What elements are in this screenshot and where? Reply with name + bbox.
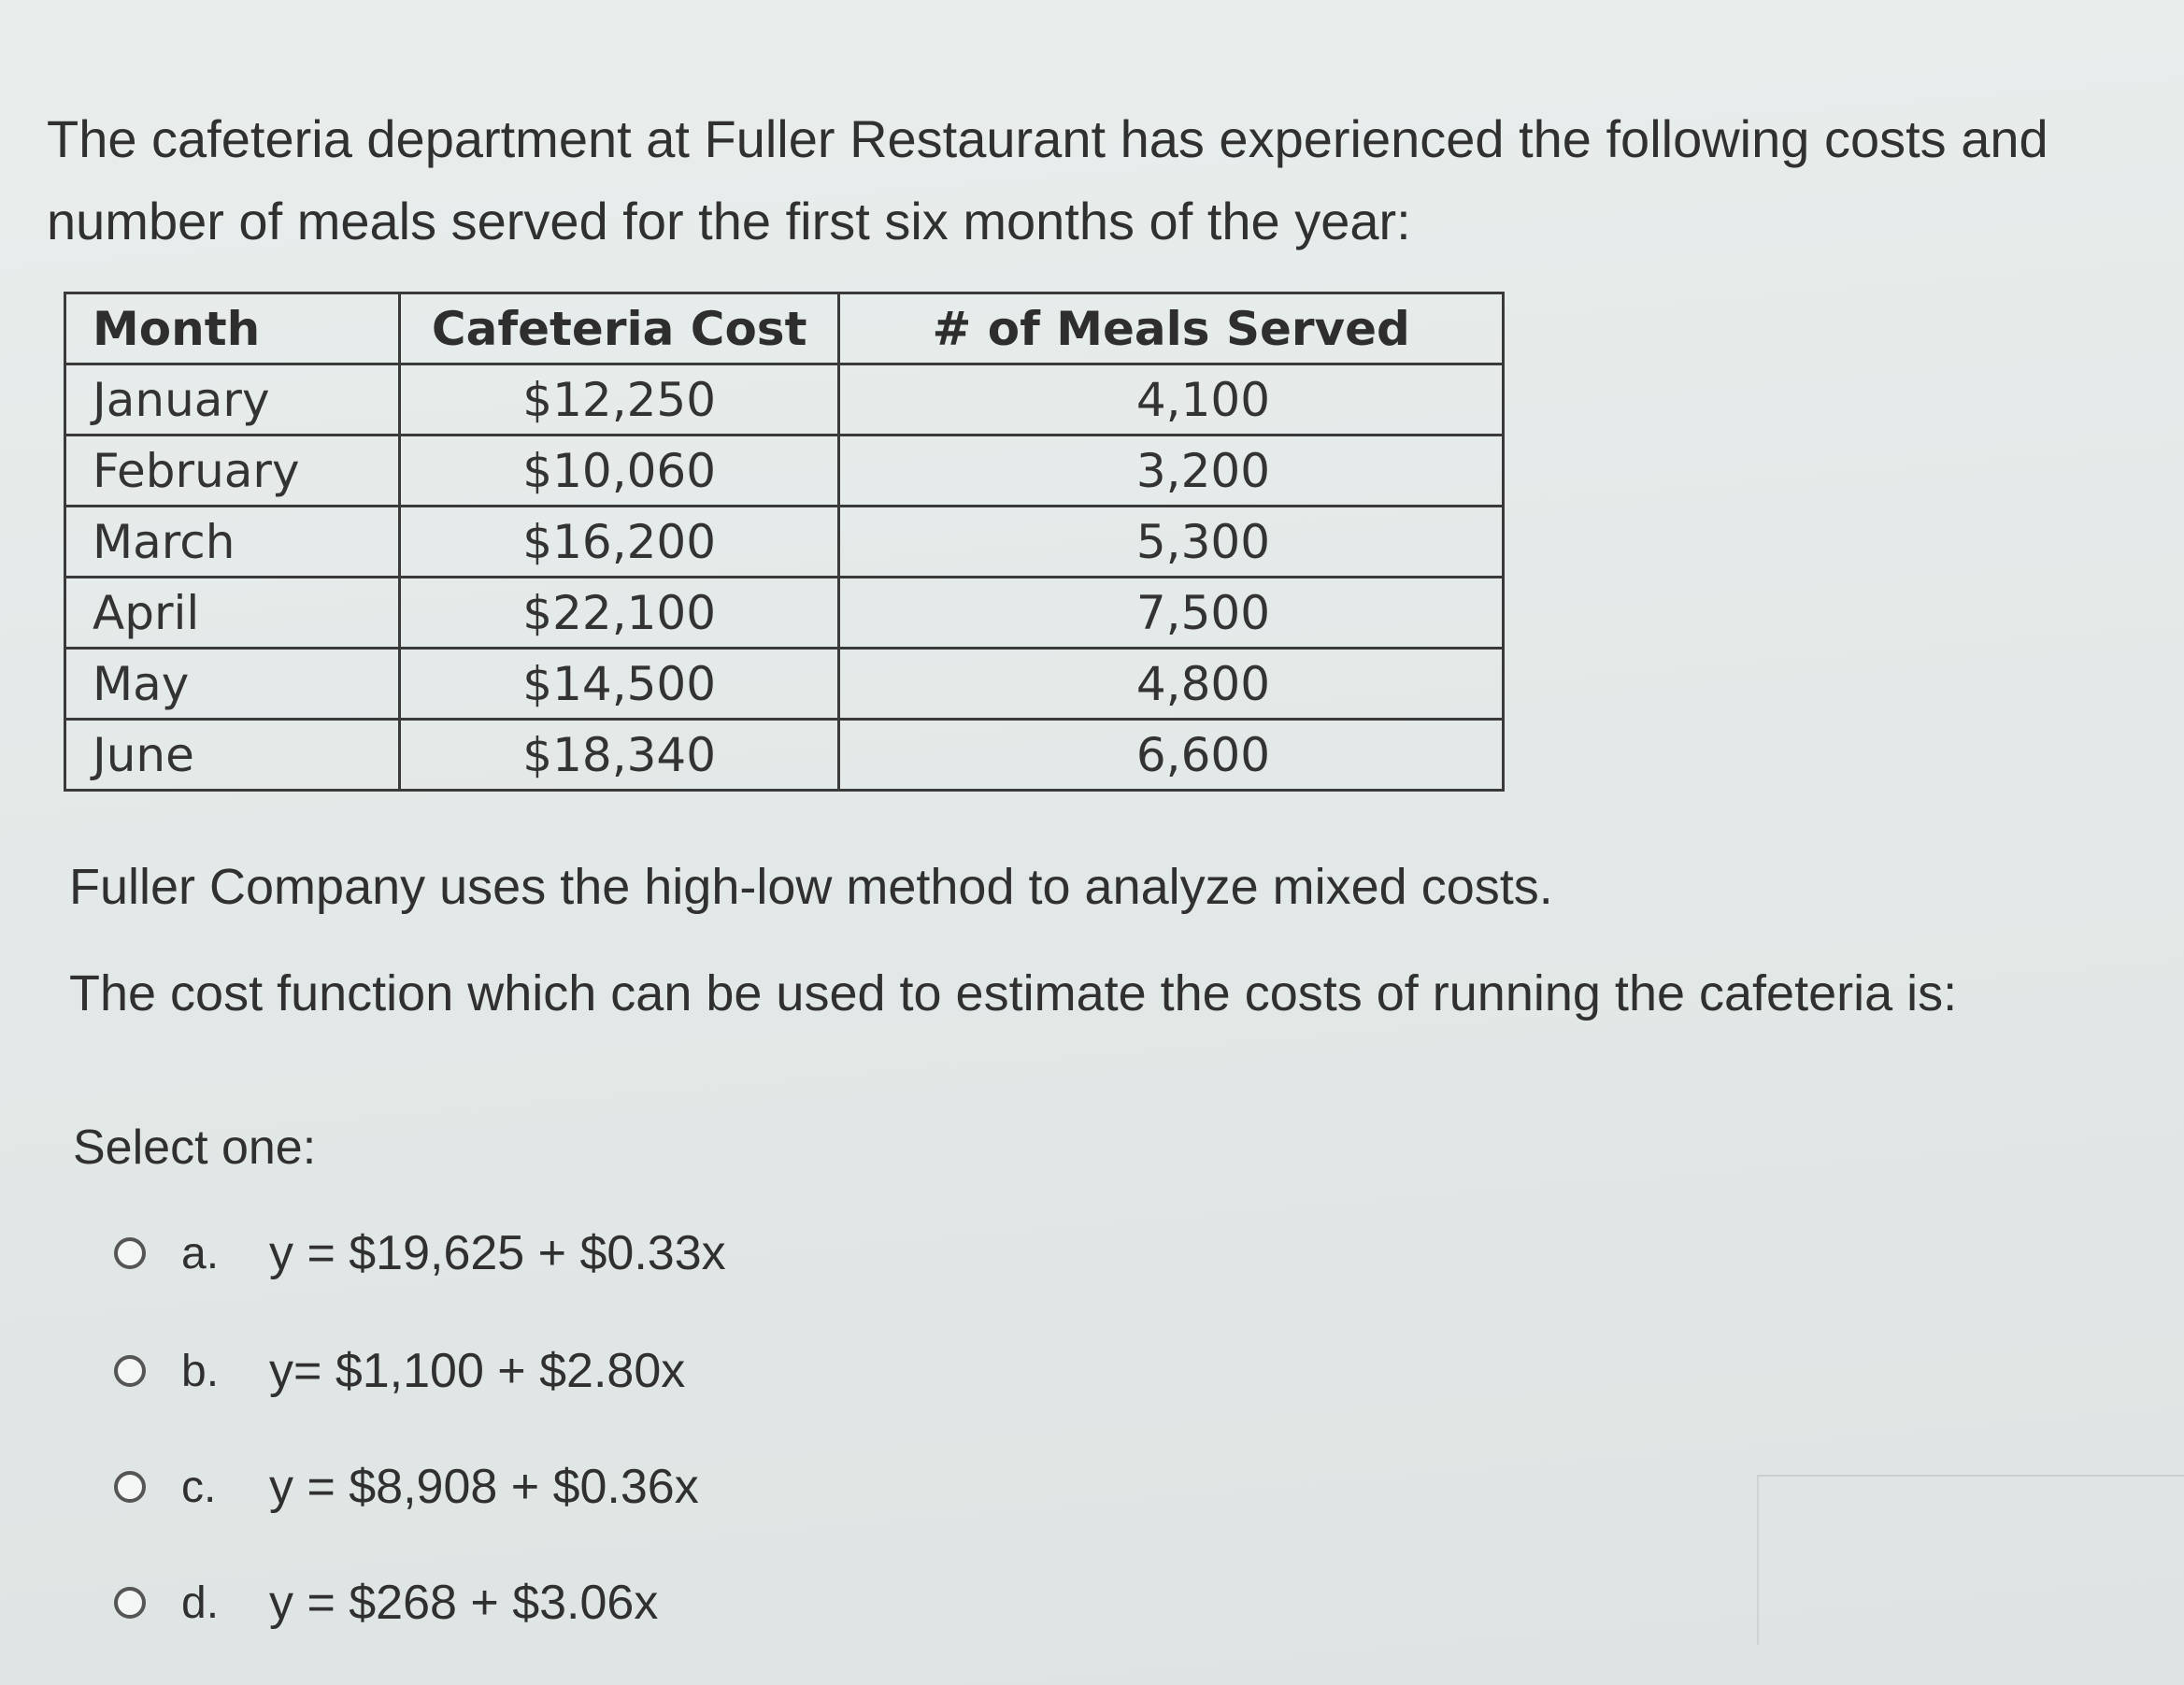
intro-line-2: number of meals served for the first six months of the year: [47,192,1411,250]
option-letter-d: d. [181,1578,220,1628]
radio-button-b[interactable] [114,1355,146,1387]
cell-month: February [65,436,400,507]
cell-meals: 3,200 [839,436,1504,507]
header-cafeteria-cost: Cafeteria Cost [400,293,839,364]
option-text-d: y = $268 + $3.06x [269,1576,659,1630]
cell-month: April [65,578,400,649]
question-intro [47,98,2103,263]
intro-line-1: The cafeteria department at Fuller Restaurant has experienced the following costs and [47,109,2048,168]
option-text-b: y= $1,100 + $2.80x [269,1344,686,1398]
cell-month: May [65,649,400,720]
cell-cost: $22,100 [400,578,839,649]
table-row [65,507,1504,578]
cell-cost: $14,500 [400,649,839,720]
radio-button-c[interactable] [114,1471,146,1503]
answer-option-c[interactable] [114,1454,699,1520]
table-row [65,364,1504,436]
option-letter-b: b. [181,1346,220,1396]
option-letter-a: a. [181,1228,220,1278]
option-letter-c: c. [181,1462,217,1512]
cell-cost: $18,340 [400,720,839,791]
header-meals-served: # of Meals Served [839,293,1504,364]
table-row [65,436,1504,507]
table-row [65,720,1504,791]
select-one-label: Select one: [73,1121,317,1175]
answer-option-d[interactable] [114,1570,658,1635]
cell-meals: 5,300 [839,507,1504,578]
method-statement: Fuller Company uses the high-low method to analyze mixed costs. [69,859,1553,915]
cell-cost: $16,200 [400,507,839,578]
radio-button-a[interactable] [114,1237,146,1269]
table-row [65,578,1504,649]
cell-month: March [65,507,400,578]
option-text-a: y = $19,625 + $0.33x [269,1226,726,1280]
table-row [65,649,1504,720]
cell-cost: $12,250 [400,364,839,436]
answer-option-b[interactable] [114,1338,685,1404]
question-prompt: The cost function which can be used to estimate the costs of running the cafeteria is: [69,965,1958,1021]
cell-month: June [65,720,400,791]
option-text-c: y = $8,908 + $0.36x [269,1460,699,1514]
cell-meals: 6,600 [839,720,1504,791]
table-header-row [65,293,1504,364]
cell-meals: 4,800 [839,649,1504,720]
header-month: Month [65,293,400,364]
cell-month: January [65,364,400,436]
cost-data-table [64,292,1505,792]
cell-meals: 7,500 [839,578,1504,649]
radio-button-d[interactable] [114,1587,146,1619]
cell-meals: 4,100 [839,364,1504,436]
cell-cost: $10,060 [400,436,839,507]
answer-option-a[interactable] [114,1221,726,1286]
faint-border-panel [1757,1475,2184,1645]
